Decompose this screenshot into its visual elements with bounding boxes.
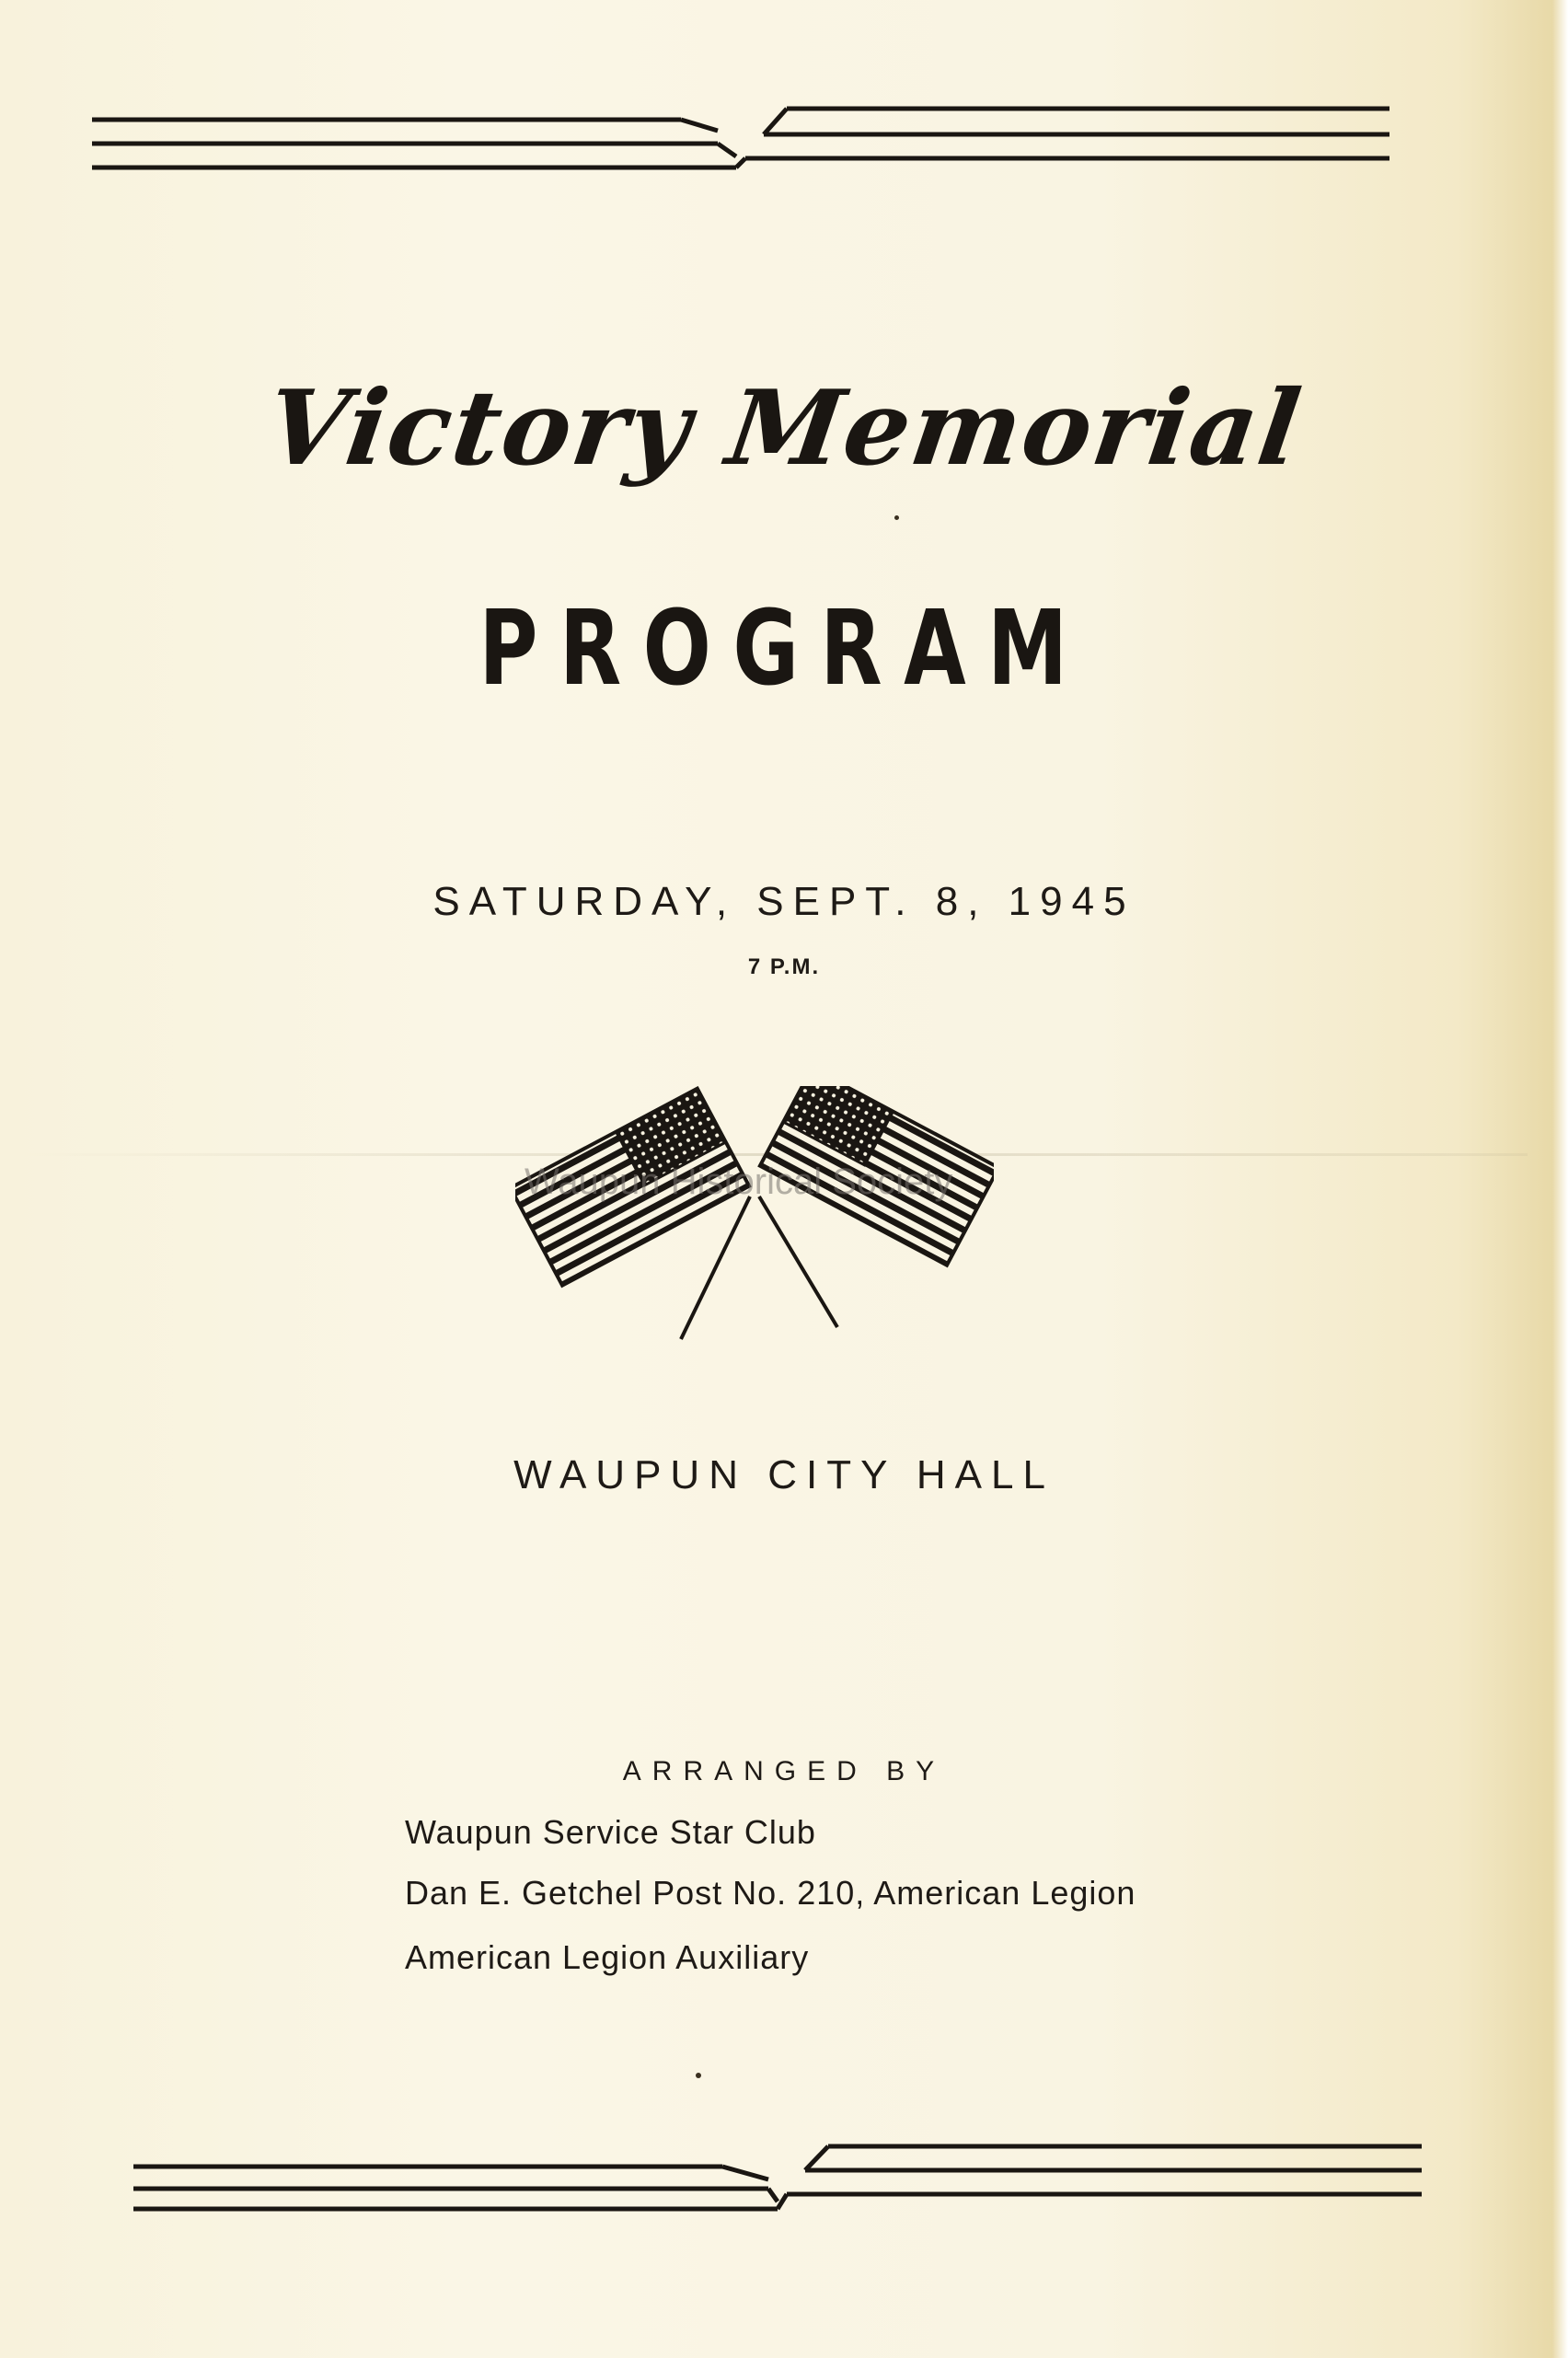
event-date: SATURDAY, SEPT. 8, 1945	[432, 879, 1136, 924]
organization-legion-auxiliary: American Legion Auxiliary	[405, 1938, 810, 1976]
event-time: 7 P.M.	[747, 954, 821, 979]
crossed-american-flags-icon	[515, 1086, 994, 1344]
ink-speck	[894, 515, 899, 520]
bottom-ornamental-rules	[133, 2135, 1440, 2218]
program-title: PROGRAM	[478, 589, 1090, 709]
top-ornamental-rules	[92, 103, 1399, 186]
victory-memorial-title: Victory Memorial	[259, 368, 1309, 489]
venue-name: WAUPUN CITY HALL	[513, 1452, 1055, 1497]
watermark-text: Waupun Historical Society	[525, 1162, 953, 1202]
organization-american-legion-post: Dan E. Getchel Post No. 210, American Legion	[405, 1874, 1136, 1912]
organization-service-star-club: Waupun Service Star Club	[405, 1813, 816, 1851]
ink-speck	[696, 2073, 701, 2078]
arranged-by-label: ARRANGED BY	[622, 1756, 946, 1786]
